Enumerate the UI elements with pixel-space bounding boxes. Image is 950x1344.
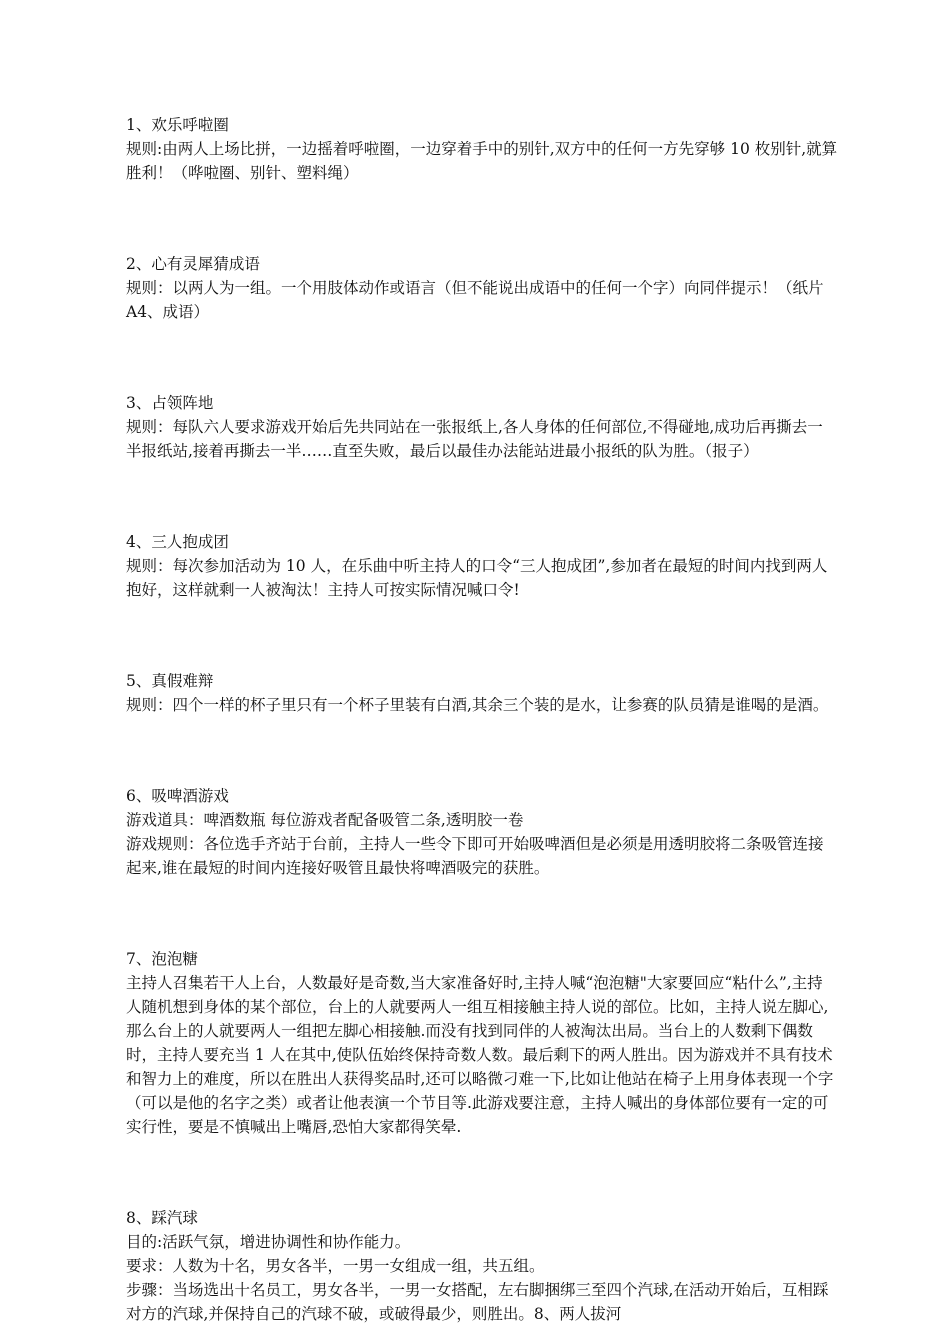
section-title: 7、泡泡糖 xyxy=(126,950,198,968)
section-4 xyxy=(126,530,838,602)
section-2 xyxy=(126,252,838,324)
section-paragraph: 目的:活跃气氛，增进协调性和协作能力。 xyxy=(126,1233,411,1251)
section-paragraph: 游戏道具：啤酒数瓶 每位游戏者配备吸管二条,透明胶一卷 xyxy=(126,811,524,829)
section-3 xyxy=(126,391,838,463)
section-paragraph: 规则：每次参加活动为 10 人，在乐曲中听主持人的口令“三人抱成团”,参加者在最短的时间内找到两人抱好，这样就剩一人被淘汰！主持人可按实际情况喊口令! xyxy=(126,557,828,599)
section-title: 5、真假难辩 xyxy=(126,672,214,690)
section-1 xyxy=(126,113,838,185)
section-5 xyxy=(126,669,838,717)
section-8 xyxy=(126,1206,838,1326)
section-paragraph: 规则：四个一样的杯子里只有一个杯子里装有白酒,其余三个装的是水，让参赛的队员猜是谁喝的是酒。 xyxy=(126,696,829,714)
section-paragraph: 规则：每队六人要求游戏开始后先共同站在一张报纸上,各人身体的任何部位,不得碰地,成功后再撕去一半报纸站,接着再撕去一半……直至失败，最后以最佳办法能站进最小报纸的队为胜。（报子） xyxy=(126,418,823,460)
section-title: 2、心有灵犀猜成语 xyxy=(126,255,260,273)
section-paragraph: 主持人召集若干人上台，人数最好是奇数,当大家准备好时,主持人喊“泡泡糖"大家要回应“粘什么”,主持人随机想到身体的某个部位，台上的人就要两人一组互相接触主持人说的部位。比如，主持人说左脚心,那么台上的人就要两人一组把左脚心相接触.而没有找到同伴的人被淘汰出局。当台上的人数剩下偶数时，主持人要充当 1 人在其中,使队伍始终保持奇数人数。最后剩下的两人胜出。因为游戏并不具有技术和智力上的难度，所以在胜出人获得奖品时,还可以略微刁难一下,比如让他站在椅子上用身体表现一个字（可以是他的名字之类）或者让他表演一个节目等.此游戏要注意，主持人喊出的身体部位要有一定的可实行性，要是不慎喊出上嘴唇,恐怕大家都得笑晕. xyxy=(126,974,834,1136)
section-paragraph: 步骤：当场选出十名员工，男女各半，一男一女搭配，左右脚捆绑三至四个汽球,在活动开始后，互相踩对方的汽球,并保持自己的汽球不破，或破得最少，则胜出。8、两人拔河 xyxy=(126,1281,829,1323)
section-title: 1、欢乐呼啦圈 xyxy=(126,116,229,134)
section-paragraph: 要求：人数为十名，男女各半，一男一女组成一组，共五组。 xyxy=(126,1257,545,1275)
section-6 xyxy=(126,784,838,880)
section-title: 4、三人抱成团 xyxy=(126,533,229,551)
document-page xyxy=(126,113,838,1326)
section-paragraph: 游戏规则：各位选手齐站于台前，主持人一些令下即可开始吸啤酒但是必须是用透明胶将二条吸管连接起来,谁在最短的时间内连接好吸管且最快将啤酒吸完的获胜。 xyxy=(126,835,824,877)
section-7 xyxy=(126,947,838,1139)
section-paragraph: 规则：以两人为一组。一个用肢体动作或语言（但不能说出成语中的任何一个字）向同伴提示！（纸片 A4、成语） xyxy=(126,279,824,321)
section-paragraph: 规则:由两人上场比拼，一边摇着呼啦圈，一边穿着手中的别针,双方中的任何一方先穿够 10 枚别针,就算胜利！（哗啦圈、别针、塑料绳） xyxy=(126,140,838,182)
section-title: 6、吸啤酒游戏 xyxy=(126,787,229,805)
section-title: 3、占领阵地 xyxy=(126,394,214,412)
section-title: 8、踩汽球 xyxy=(126,1209,198,1227)
